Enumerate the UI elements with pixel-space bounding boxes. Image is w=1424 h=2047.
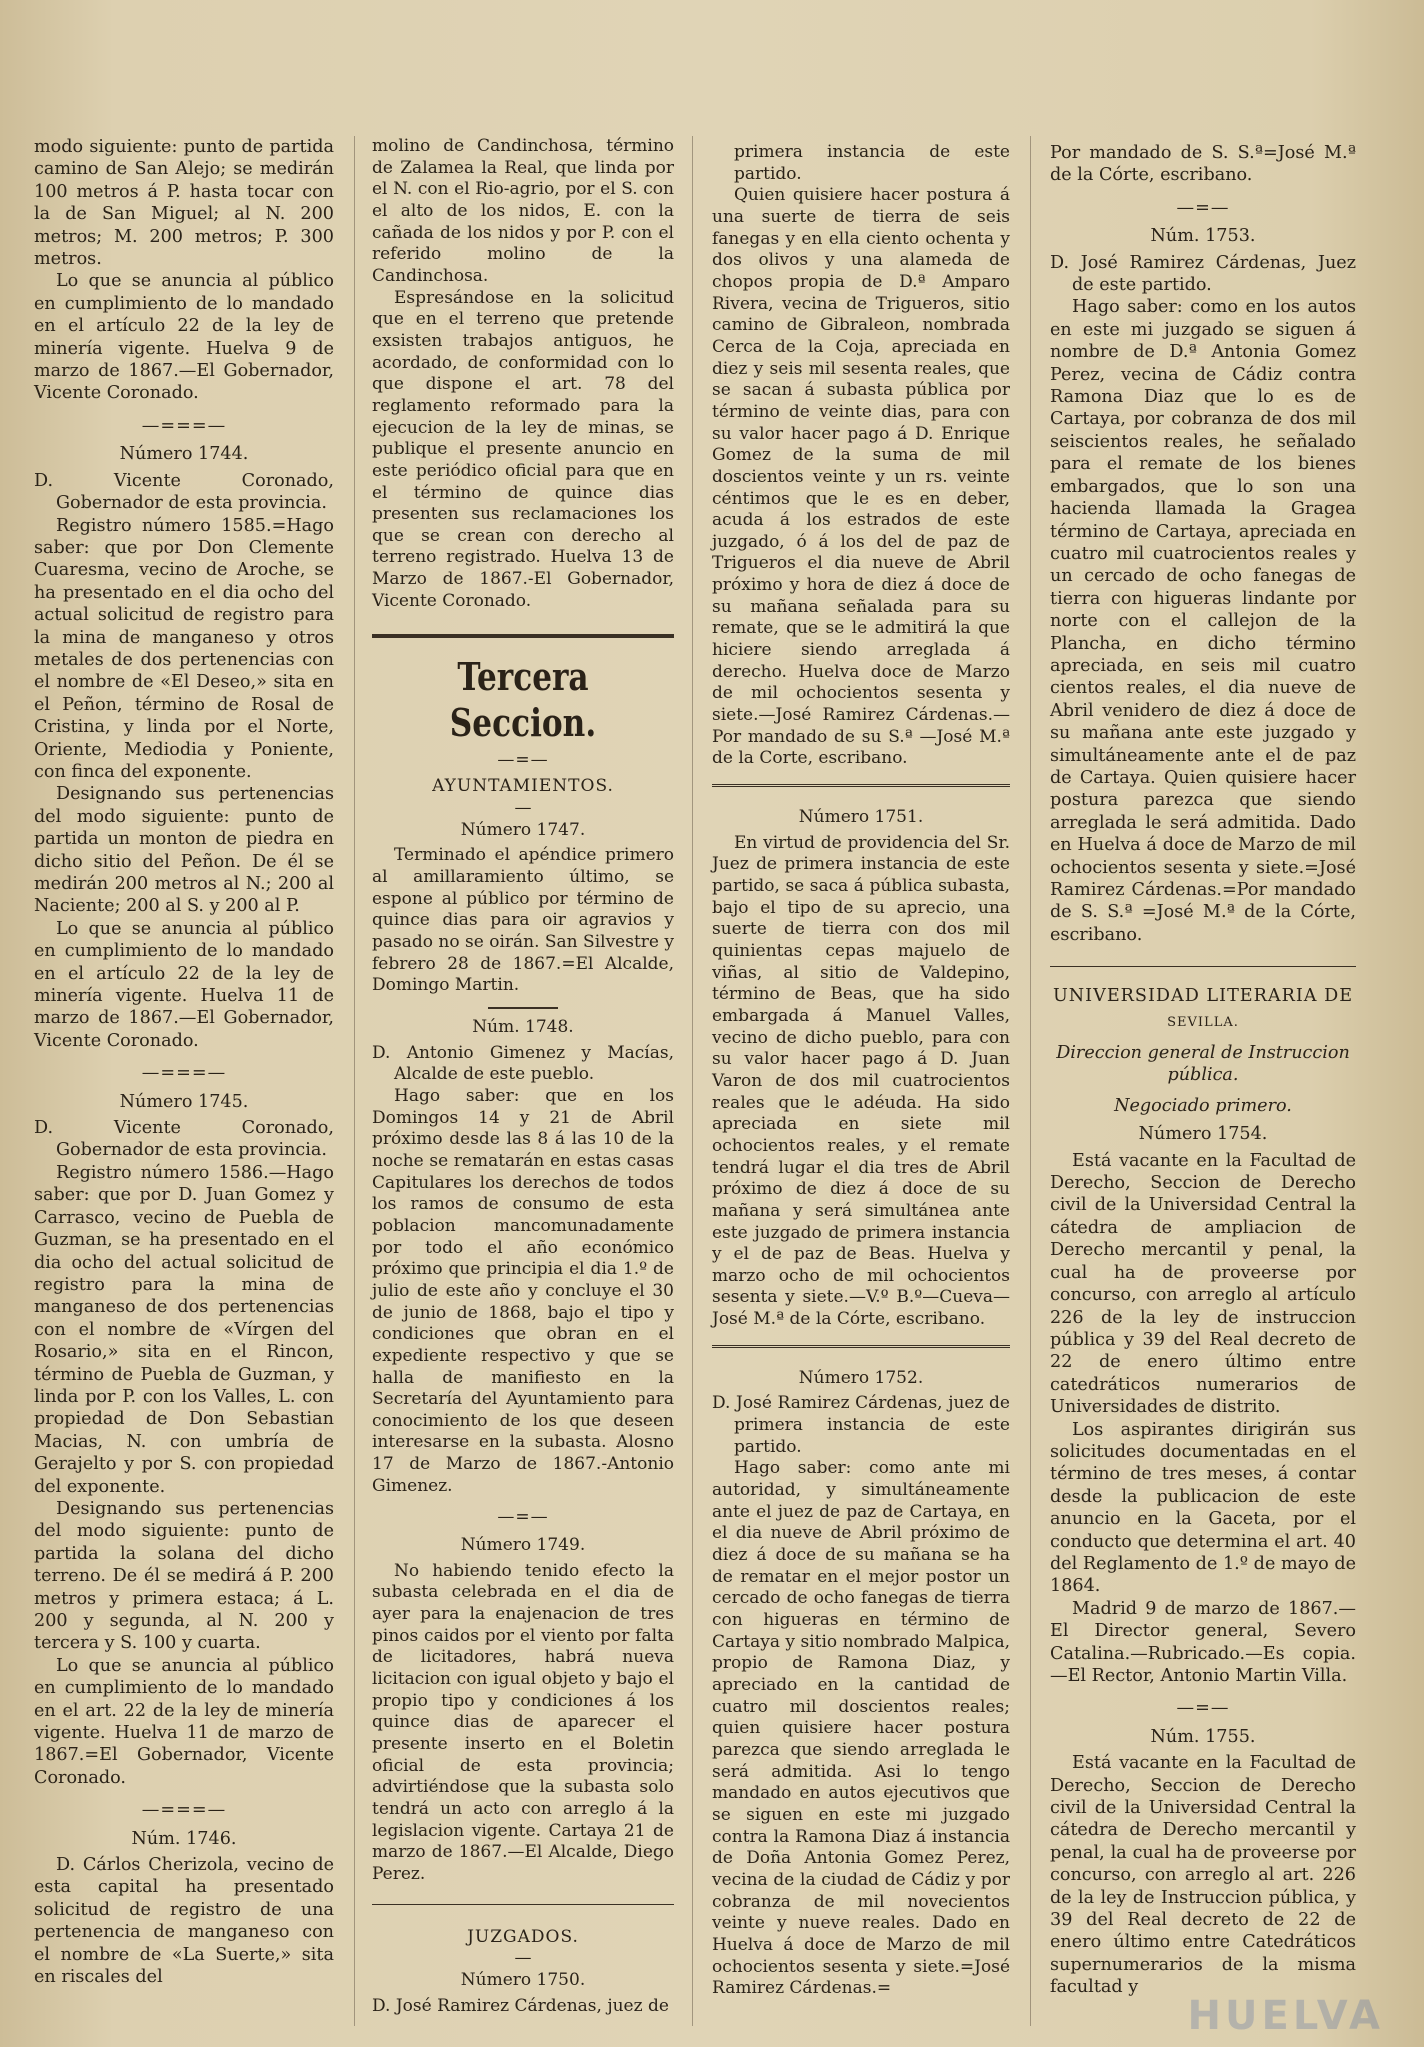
column-rule — [354, 136, 355, 2026]
notice-number: Número 1744. — [119, 444, 249, 465]
separator: —=— — [497, 1507, 549, 1528]
separator: —===— — [141, 1800, 227, 1821]
paragraph: Registro número 1585.=Hago saber: que por Don Clemente Cuaresma, vecino de Aroche, se ha presentado en el dia ocho del actual solicitud de registro para la mina de manganeso y otros metales de dos pertenencias con el nombre de «El Deseo,» sita en el Peñon, término de Rosal de Cristina, y linda por el Norte, Oriente, Mediodia y Poniente, con finca del exponente. — [34, 515, 334, 782]
notice-number: Número 1749. — [460, 1535, 586, 1556]
notice-number: Número 1751. — [798, 807, 924, 828]
paragraph: Espresándose en la solicitud que en el terreno que pretende exsisten trabajos antiguos, he acordado, de conformidad con lo que dispone el art. 78 del reglamento reformado para la ejecucion de la ley de minas, se publique el presente anuncio en este periódico oficial para que en el término de quince dias presenten sus reclamaciones los que se crean con derecho al terreno registrado. Huelva 13 de Marzo de 1867.-El Gobernador, Vicente Coronado. — [372, 287, 674, 611]
paragraph: En virtud de providencia del Sr. Juez de primera instancia de este partido, se saca á pública subasta, bajo el tipo de su aprecio, una suerte de tierra con dos mil quinientas cepas majuelo de viñas, al sitio de Valdepino, término de Beas, que ha sido embargada á Manuel Valles, vecino de dicho pueblo, para con su valor hacer pago á D. Juan Varon de dos mil cuatrocientos reales que le adéuda. Ha sido apreciada en siete mil ochocientos reales, y el remate tendrá lugar el dia tres de Abril próximo de diez á doce de su mañana y será simultánea ante este juzgado de primera instancia y el de paz de Beas. Huelva y marzo ocho de mil ochocientos sesenta y siete.—V.º B.º—Cueva—José M.ª de la Córte, escribano. — [712, 832, 1010, 1330]
paragraph: Los aspirantes dirigirán sus solicitudes documentadas en el término de tres meses, á contar desde la publicacion de este anuncio en la Gaceta, por el conducto que determina el art. 40 del Reglamento de 1.º de mayo de 1864. — [1050, 1419, 1356, 1597]
paragraph: Está vacante en la Facultad de Derecho, Seccion de Derecho civil de la Universidad Central la cátedra de Derecho mercantil y penal, la cual ha de proveerse por concurso, con arreglo al art. 226 de la ley de Instruccion pública, y 39 del Real decreto de 22 de enero último entre Catedráticos supernumerarios de la misma facultad y — [1050, 1753, 1356, 1998]
paragraph: Hago saber: que en los Domingos 14 y 21 de Abril próximo desde las 8 á las 10 de la noche se rematarán en estas casas Capitulares los derechos de todos los ramos de consumo de esta poblacion mancomunadamente por todo el año económico próximo que principia el dia 1.º de julio de este año y concluye el 30 de junio de 1868, bajo el tipo y condiciones que obran en el expediente respectivo y que se halla de manifiesto en la Secretaría del Ayuntamiento para conocimiento de los que deseen interesarse en la subasta. Alosno 17 de Marzo de 1867.-Antonio Gimenez. — [372, 1085, 674, 1496]
notice-heading: D. Vicente Coronado, Gobernador de esta provincia. — [34, 1118, 334, 1161]
separator: — — [514, 1948, 532, 1969]
paragraph: molino de Candinchosa, término de Zalamea la Real, que linda por el N. con el Rio-agrio, por el S. con el alto de los nidos, E. con la cañada de los nidos y por P. con el referido molino de la Candinchosa. — [372, 136, 674, 286]
paragraph: Está vacante en la Facultad de Derecho, Seccion de Derecho civil de la Universidad Central la cátedra de ampliacion de Derecho mercantil y penal, la cual ha de proveerse por concurso, con arreglo al artículo 226 de la ley de instruccion pública y 39 del Real decreto de 22 de enero último entre catedráticos numerarios de Universidades de distrito. — [1050, 1150, 1356, 1418]
paragraph: D. Cárlos Cherizola, vecino de esta capital ha presentado solicitud de registro de una pertenencia de manganeso con el nombre de «La Suerte,» sita en riscales del — [34, 1855, 334, 1988]
paragraph: Por mandado de S. S.ª=José M.ª de la Córte, escribano. — [1050, 143, 1356, 186]
watermark: HUELVA — [1187, 1993, 1384, 2039]
notice-number: Núm. 1746. — [131, 1828, 237, 1849]
university-title: UNIVERSIDAD LITERARIA DE — [1052, 986, 1354, 1007]
paragraph: Lo que se anuncia al público en cumplimiento de lo mandado en el artículo 22 de la ley de minería vigente. Huelva 9 de marzo de 1867.—El Gobernador, Vicente Coronado. — [34, 271, 334, 404]
paragraph: modo siguiente: punto de partida camino de San Alejo; se medirán 100 metros á P. hasta tocar con la de San Miguel; al N. 200 metros; M. 200 metros; P. 300 metros. — [34, 137, 334, 270]
column-rule — [1030, 136, 1031, 2026]
column-4 — [1050, 142, 1356, 1999]
paragraph: Madrid 9 de marzo de 1867.—El Director general, Severo Catalina.—Rubricado.—Es copia.—El Rector, Antonio Martin Villa. — [1050, 1598, 1356, 1686]
paragraph: Registro número 1586.—Hago saber: que por D. Juan Gomez y Carrasco, vecino de Puebla de Guzman, se ha presentado en el dia ocho del actual solicitud de registro para la mina de manganeso de dos pertenencias con el nombre de «Vírgen del Rosario,» sita en el Rincon, término de Puebla de Guzman, y linda por P. con los Valles, L. con propiedad de Don Sebastian Macias, N. con umbría de Gerajelto y por S. con propiedad del exponente. — [34, 1162, 334, 1497]
paragraph: Terminado el apéndice primero al amillaramiento último, se espone al público por término de quince dias para oir agravios y pasado no se oirán. San Silvestre y febrero 28 de 1867.=El Alcalde, Domingo Martin. — [372, 845, 674, 996]
subsection-title: JUZGADOS. — [467, 1926, 579, 1947]
notice-heading: D. José Ramirez Cárdenas, juez de primera instancia de este partido. — [712, 1393, 1010, 1457]
paragraph: No habiendo tenido efecto la subasta celebrada en el dia de ayer para la enajenacion de tres pinos caidos por el viento por falta de licitadores, habrá nueva licitacion con igual objeto y bajo el propio tipo y condiciones á los quince dias de aparecer el presente inserto en el Boletin oficial de esta provincia; advirtiéndose que la subasta solo tendrá un acto con arreglo á la legislacion vigente. Cartaya 21 de marzo de 1867.—El Alcalde, Diego Perez. — [372, 1560, 674, 1884]
separator: —=— — [1176, 197, 1230, 218]
section-rule — [372, 634, 674, 638]
short-rule — [488, 1007, 558, 1009]
notice-number: Núm. 1755. — [1150, 1726, 1256, 1747]
notice-heading: D. Antonio Gimenez y Macías, Alcalde de este pueblo. — [372, 1042, 674, 1085]
subsection-title: AYUNTAMIENTOS. — [432, 776, 614, 797]
notice-heading: D. Vicente Coronado, Gobernador de esta provincia. — [34, 470, 334, 514]
column-2 — [372, 136, 674, 2018]
notice-number: Núm. 1753. — [1150, 226, 1256, 247]
section-rule — [372, 1904, 674, 1905]
paragraph: Hago saber: como en los autos en este mi juzgado se siguen á nombre de D.ª Antonia Gomez Perez, vecina de Cádiz contra Ramona Diaz que lo es de Cartaya, por cobranza de dos mil seiscientos reales, he señalado para el remate de los bienes embargados, que lo son una hacienda llamada la Gragea término de Cartaya, apreciada en cuatro mil cuatrocientos reales y un cercado de ocho fanegas de tierra con higueras lindante por norte con el callejon de la Plancha, en dicho término apreciada, en seis mil cuatro cientos reales, el dia nueve de Abril venidero de diez á doce de su mañana ante este juzgado y simultáneamente ante el de paz de Cartaya. Quien quisiere hacer postura parezca que siendo arreglada le será admitida. Dado en Huelva á doce de Marzo de mil ochocientos sesenta y siete.=José Ramirez Cárdenas.=Por mandado de S. S.ª =José M.ª de la Córte, escribano. — [1050, 297, 1356, 945]
section-title: Tercera Seccion. — [449, 654, 597, 746]
double-rule — [712, 784, 1010, 787]
separator: —=— — [497, 750, 549, 771]
notice-heading: D. José Ramirez Cárdenas, Juez de este partido. — [1050, 252, 1356, 296]
paragraph: Designando sus pertenencias del modo siguiente: punto de partida un monton de piedra en dicho sitio del Peñon. De él se medirán 200 metros al N.; 200 al Naciente; 200 al S. y 200 al P. — [34, 784, 334, 917]
column-rule — [692, 136, 693, 2026]
paragraph: Quien quisiere hacer postura á una suerte de tierra de seis fanegas y en ella ciento ochenta y dos olivos y una alameda de chopos propia de D.ª Amparo Rivera, vecina de Trigueros, sitio camino de Gibraleon, nombrada Cerca de la Coja, apreciada en diez y seis mil sesenta reales, que se sacan á subasta pública por término de veinte dias, para con su valor hacer pago á D. Enrique Gomez de la suma de mil doscientos veinte y un rs. veinte céntimos que le es en deber, acuda á los estrados de este juzgado, ó á los del de paz de Trigueros el dia nueve de Abril próximo y hora de diez á doce de su mañana señalada para su remate, que se le admitirá la que hiciere siendo arreglada á derecho. Huelva doce de Marzo de mil ochocientos sesenta y siete.—José Ramirez Cárdenas.—Por mandado de su S.ª —José M.ª de la Corte, escribano. — [712, 185, 1010, 769]
separator: —===— — [141, 1063, 227, 1084]
notice-number: Número 1752. — [798, 1367, 924, 1388]
column-3 — [712, 142, 1010, 2000]
column-1 — [34, 136, 334, 1989]
section-rule — [1050, 966, 1356, 967]
notice-number: Número 1750. — [460, 1970, 586, 1991]
notice-number: Número 1754. — [1138, 1124, 1268, 1145]
separator: — — [514, 797, 532, 818]
paragraph: primera instancia de este partido. — [734, 142, 1010, 184]
separator: —===— — [141, 415, 227, 436]
direction-title: Direccion general de Instruccion pública. — [1056, 1043, 1350, 1086]
department-title: Negociado primero. — [1114, 1095, 1292, 1116]
paragraph: Designando sus pertenencias del modo siguiente: punto de partida la solana del dicho terreno. De él se medirá á P. 200 metros y primera estaca; á L. 200 y segunda, al N. 200 y tercera y S. 100 y cuarta. — [34, 1498, 334, 1654]
paragraph: Lo que se anuncia al público en cumplimiento de lo mandado en el artículo 22 de la ley de minería vigente. Huelva 11 de marzo de 1867.—El Gobernador, Vicente Coronado. — [34, 918, 334, 1051]
university-city: SEVILLA. — [1167, 1014, 1239, 1030]
notice-number: Número 1745. — [119, 1091, 249, 1112]
paragraph: Hago saber: como ante mi autoridad, y simultáneamente ante el juez de paz de Cartaya, en el dia nueve de Abril próximo de diez á doce de su mañana se ha de rematar en el mejor postor un cercado de ocho fanegas de tierra con higueras en término de Cartaya y sitio nombrado Malpica, propio de Ramona Diaz, y apreciado en la cantidad de cuatro mil doscientos reales; quien quisiere hacer postura parezca que siendo arreglada le será admitida. Asi lo tengo mandado en autos ejecutivos que se siguen en este mi juzgado contra la Ramona Diaz á instancia de Doña Antonia Gomez Perez, vecina de la ciudad de Cádiz y por cobranza de mil novecientos veinte y nueve reales. Dado en Huelva á doce de Marzo de mil ochocientos sesenta y siete.=José Ramirez Cárdenas.= — [712, 1458, 1010, 1999]
notice-number: Número 1747. — [460, 819, 586, 840]
double-rule — [712, 1345, 1010, 1348]
separator: —=— — [1176, 1698, 1230, 1719]
notice-number: Núm. 1748. — [472, 1017, 574, 1037]
notice-heading: D. José Ramirez Cárdenas, juez de — [372, 1995, 669, 2016]
paragraph: Lo que se anuncia al público en cumplimiento de lo mandado en el art. 22 de la ley de minería vigente. Huelva 11 de marzo de 1867.=El Gobernador, Vicente Coronado. — [34, 1655, 334, 1788]
